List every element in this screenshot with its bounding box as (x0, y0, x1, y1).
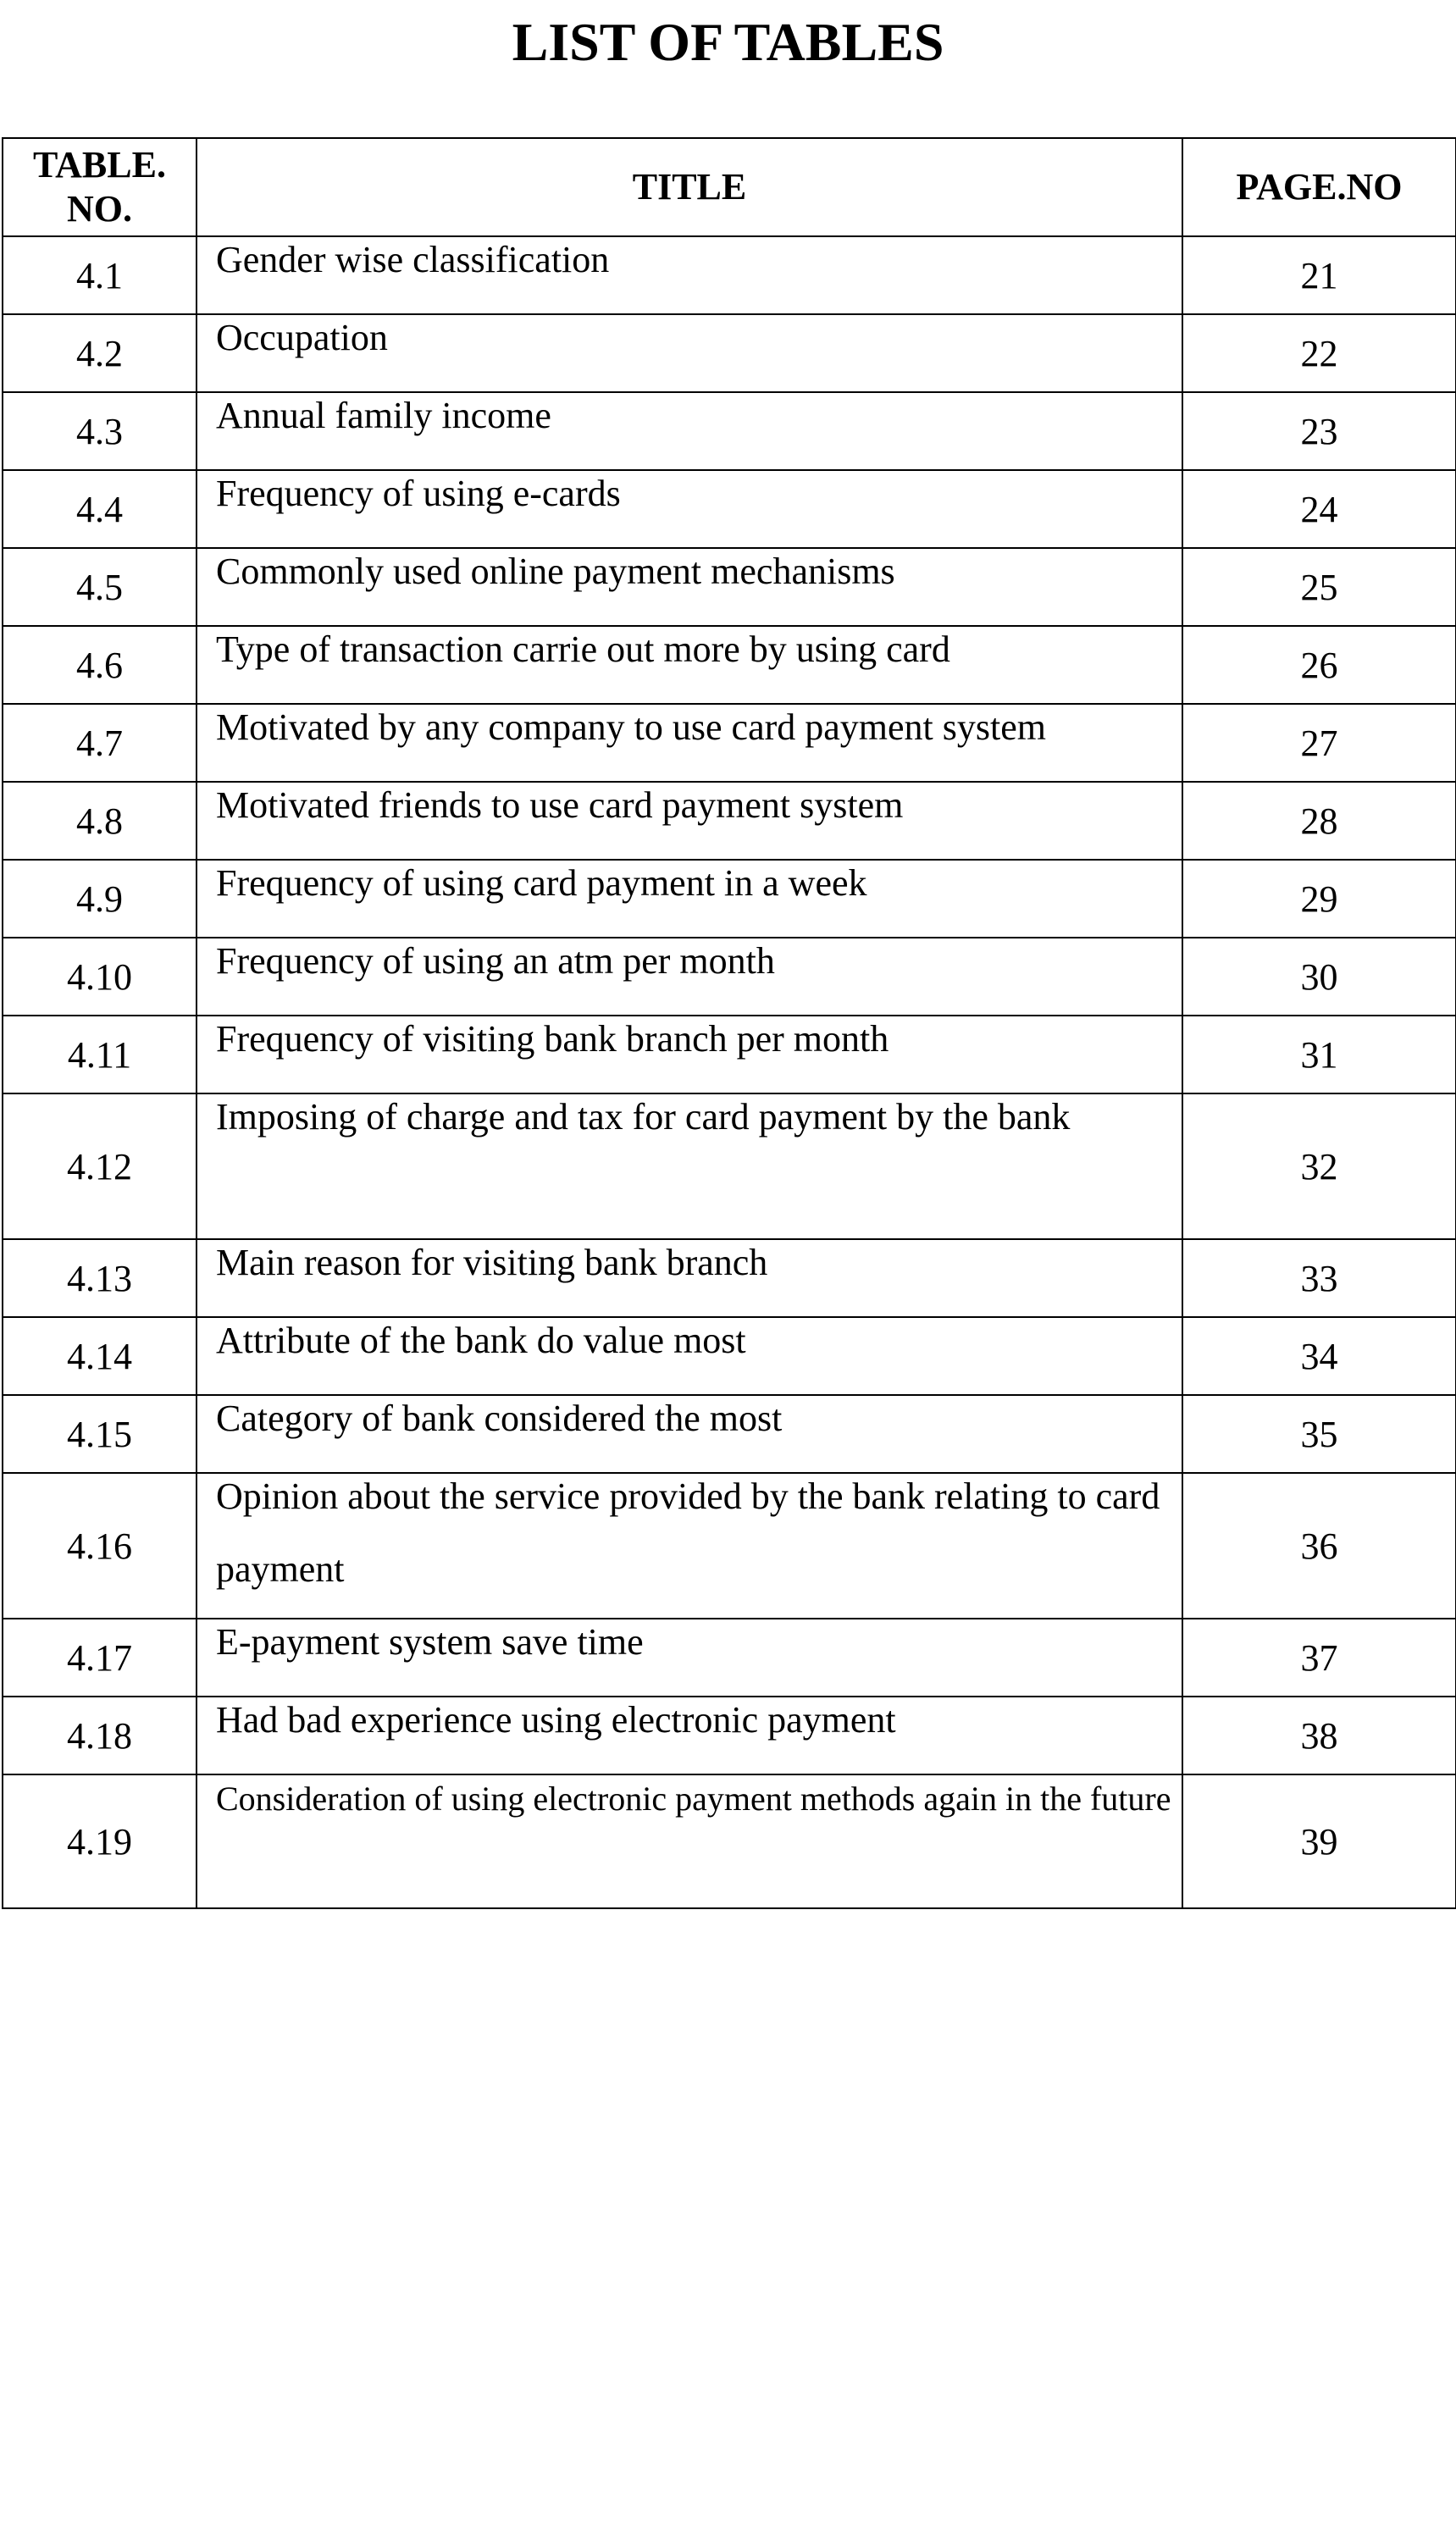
table-title-text: Type of transaction carrie out more by using card (216, 628, 950, 670)
table-title (197, 1774, 1182, 1908)
table-number: 4.9 (3, 860, 197, 938)
table-title-text: Occupation (216, 317, 388, 358)
table-number: 4.3 (3, 392, 197, 470)
page-number: 32 (1182, 1093, 1456, 1239)
table-title-text: Frequency of using card payment in a week (216, 862, 867, 904)
page-number: 29 (1182, 860, 1456, 938)
table-title-text: Imposing of charge and tax for card payment by the bank (216, 1096, 1071, 1138)
table-title-text: Main reason for visiting bank branch (216, 1242, 768, 1283)
table-title-text: Frequency of using an atm per month (216, 940, 775, 982)
table-title-text: Annual family income (216, 395, 551, 436)
page-number: 36 (1182, 1473, 1456, 1619)
table-title-text: Gender wise classification (216, 239, 610, 280)
table-number: 4.1 (3, 236, 197, 314)
page-number: 38 (1182, 1697, 1456, 1774)
table-title-text: Had bad experience using electronic payment (216, 1699, 896, 1741)
table-title-text: Opinion about the service provided by the bank relating to card payment (216, 1475, 1160, 1590)
table-number: 4.8 (3, 782, 197, 860)
table-row (3, 1473, 1456, 1619)
page-number: 31 (1182, 1016, 1456, 1093)
page-number: 21 (1182, 236, 1456, 314)
page-number: 34 (1182, 1317, 1456, 1395)
page-number: 23 (1182, 392, 1456, 470)
page-number: 28 (1182, 782, 1456, 860)
table-title (197, 1093, 1182, 1239)
header-table-no: TABLE. NO. (3, 138, 197, 236)
table-number: 4.4 (3, 470, 197, 548)
table-number: 4.5 (3, 548, 197, 626)
page-number: 22 (1182, 314, 1456, 392)
table-number: 4.16 (3, 1473, 197, 1619)
table-number: 4.10 (3, 938, 197, 1016)
table-title-text: Frequency of using e-cards (216, 473, 621, 514)
table-row (3, 1093, 1456, 1239)
page-number: 33 (1182, 1239, 1456, 1317)
page-number: 30 (1182, 938, 1456, 1016)
table-number: 4.13 (3, 1239, 197, 1317)
page-title: LIST OF TABLES (512, 12, 944, 72)
page-number: 26 (1182, 626, 1456, 704)
page-number: 37 (1182, 1619, 1456, 1697)
table-title-text: Frequency of visiting bank branch per month (216, 1018, 889, 1060)
table-title-text: Motivated friends to use card payment system (216, 784, 904, 826)
table-number: 4.18 (3, 1697, 197, 1774)
list-of-tables (2, 137, 1456, 1909)
table-number: 4.15 (3, 1395, 197, 1473)
table-number: 4.6 (3, 626, 197, 704)
page-number: 24 (1182, 470, 1456, 548)
page-number: 35 (1182, 1395, 1456, 1473)
table-number: 4.11 (3, 1016, 197, 1093)
table-title-text: Category of bank considered the most (216, 1398, 783, 1439)
header-title: TITLE (197, 138, 1182, 236)
table-title-text: Consideration of using electronic payment methods again in the future (216, 1780, 1171, 1818)
table-title-text: Attribute of the bank do value most (216, 1320, 746, 1361)
header-page-no: PAGE.NO (1182, 138, 1456, 236)
table-number: 4.2 (3, 314, 197, 392)
table-number: 4.19 (3, 1774, 197, 1908)
table-title (197, 1473, 1182, 1619)
table-number: 4.14 (3, 1317, 197, 1395)
table-number: 4.7 (3, 704, 197, 782)
table-number: 4.12 (3, 1093, 197, 1239)
table-number: 4.17 (3, 1619, 197, 1697)
table-title-text: Motivated by any company to use card payment system (216, 706, 1046, 748)
table-title (197, 1697, 1182, 1774)
table-row (3, 1697, 1456, 1774)
table-title-text: E-payment system save time (216, 1621, 644, 1663)
table-row (3, 1774, 1456, 1908)
table-title-text: Commonly used online payment mechanisms (216, 551, 895, 592)
page-number: 39 (1182, 1774, 1456, 1908)
table-header-row (3, 138, 1456, 236)
page-number: 27 (1182, 704, 1456, 782)
page-number: 25 (1182, 548, 1456, 626)
